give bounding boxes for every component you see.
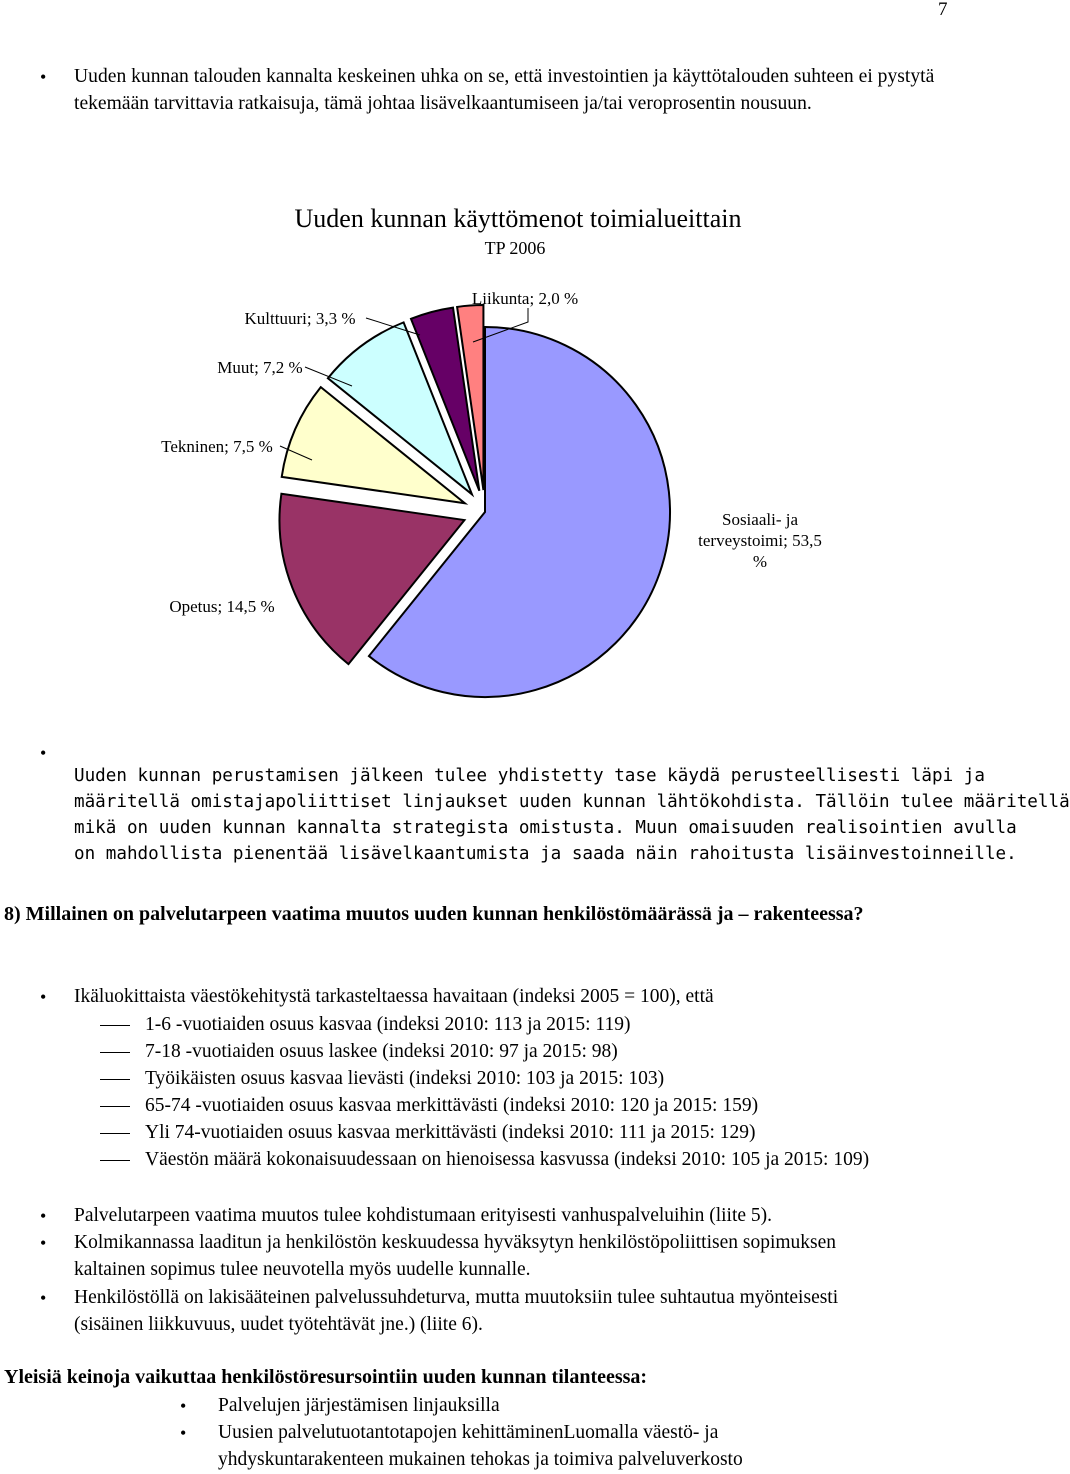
dash-item-dash — [100, 1160, 130, 1161]
slice-label — [472, 289, 578, 308]
bullet-dot: • — [180, 1396, 187, 1416]
bullet-dot: • — [40, 1206, 47, 1226]
bullet-dot: • — [40, 67, 47, 87]
slice-label-line: Kulttuuri; 3,3 % — [244, 309, 356, 328]
slice-label-line: terveystoimi; 53,5 — [698, 531, 822, 550]
slice-label — [169, 597, 274, 616]
slice-label — [161, 437, 273, 456]
keinot-item: Uusien palvelutuotantotapojen kehittäminenLuomalla väestö- ja yhdyskuntarakenteen mukainen tehokas ja toimiva palveluverkosto — [218, 1422, 743, 1470]
kolmikanta-text: Kolmikannassa laaditun ja henkilöstön keskuudessa hyväksytyn henkilöstöpoliittisen sopimuksen kaltainen sopimus tulee neuvotella myös uudelle kunnalle. — [74, 1232, 837, 1280]
bullet-dot: • — [40, 1288, 47, 1308]
ikaluokat-intro: Ikäluokittaista väestökehitystä tarkasteltaessa havaitaan (indeksi 2005 = 100), että — [74, 986, 714, 1007]
paragraph-line: on mahdollista pienentää lisävelkaantumista ja saada näin rahoitusta lisäinvestoinneille. — [74, 844, 1017, 864]
bullet-dot: • — [40, 1233, 47, 1253]
dash-item: 65-74 -vuotiaiden osuus kasvaa merkittävästi (indeksi 2010: 120 ja 2015: 159) — [145, 1095, 759, 1116]
palvelutarve-text: Palvelutarpeen vaatima muutos tulee kohdistumaan erityisesti vanhuspalveluihin (liite 5). — [74, 1205, 773, 1226]
slice-label-line: Liikunta; 2,0 % — [471, 289, 579, 308]
dash-item-dash — [100, 1052, 130, 1053]
dash-item: 1-6 -vuotiaiden osuus kasvaa (indeksi 2010: 113 ja 2015: 119) — [145, 1014, 631, 1035]
dash-item-dash — [100, 1106, 130, 1107]
question-heading: 8) Millainen on palvelutarpeen vaatima muutos uuden kunnan henkilöstömäärässä ja – rakenteessa? — [4, 903, 864, 925]
bullet-dot: • — [40, 987, 47, 1007]
slice-label-line: Tekninen; 7,5 % — [161, 437, 273, 456]
paragraph-line: Uuden kunnan perustamisen jälkeen tulee yhdistetty tase käydä perusteellisesti läpi ja — [74, 766, 985, 786]
dash-item: Väestön määrä kokonaisuudessaan on hienoisessa kasvussa (indeksi 2010: 105 ja 2015: 109) — [145, 1149, 870, 1170]
slice-label-line: Muut; 7,2 % — [217, 358, 303, 377]
chart-title: Uuden kunnan käyttömenot toimialueittain — [294, 204, 742, 233]
slice-label-line: % — [752, 552, 768, 571]
page-number: 7 — [938, 0, 948, 20]
chart-subtitle: TP 2006 — [484, 238, 546, 258]
paragraph-line: määritellä omistajapoliittiset linjaukset uuden kunnan lähtökohdista. Tällöin tulee määritellä — [74, 792, 1070, 812]
dash-item-dash — [100, 1025, 130, 1026]
dash-item: Työikäisten osuus kasvaa lievästi (indeksi 2010: 103 ja 2015: 103) — [145, 1068, 665, 1089]
dash-item-dash — [100, 1079, 130, 1080]
slice-label-line: Sosiaali- ja — [721, 510, 799, 529]
slice-label-line: Opetus; 14,5 % — [169, 597, 275, 616]
paragraph-line: mikä on uuden kunnan kannalta strategista omistusta. Muun omaisuuden realisointien avulla — [74, 818, 1017, 838]
paragraph-after-chart — [74, 763, 1070, 867]
pie-chart — [0, 190, 960, 730]
slice-label — [698, 510, 822, 571]
dash-item-dash — [100, 1133, 130, 1134]
intro-bullet-text: Uuden kunnan talouden kannalta keskeinen uhka on se, että investointien ja käyttötalouden suhteen ei pystytä tekemään tarvittavia ratkaisuja, tämä johtaa lisävelkaantumiseen ja/tai veroprosentin nousuun. — [74, 66, 935, 114]
bullet-dot: • — [40, 743, 47, 763]
slice-label — [245, 309, 356, 328]
dash-item: 7-18 -vuotiaiden osuus laskee (indeksi 2010: 97 ja 2015: 98) — [145, 1041, 618, 1062]
slice-label — [217, 358, 302, 377]
dash-item: Yli 74-vuotiaiden osuus kasvaa merkittävästi (indeksi 2010: 111 ja 2015: 129) — [145, 1122, 756, 1143]
keinot-item: Palvelujen järjestämisen linjauksilla — [218, 1395, 500, 1416]
palvelussuhde-text: Henkilöstöllä on lakisääteinen palvelussuhdeturva, mutta muutoksiin tulee suhtautua myönteisesti (sisäinen liikkuvuus, uudet työtehtävät jne.) (liite 6). — [74, 1287, 839, 1335]
bullet-dot: • — [180, 1423, 187, 1443]
keinot-heading: Yleisiä keinoja vaikuttaa henkilöstöresursointiin uuden kunnan tilanteessa: — [4, 1366, 648, 1388]
